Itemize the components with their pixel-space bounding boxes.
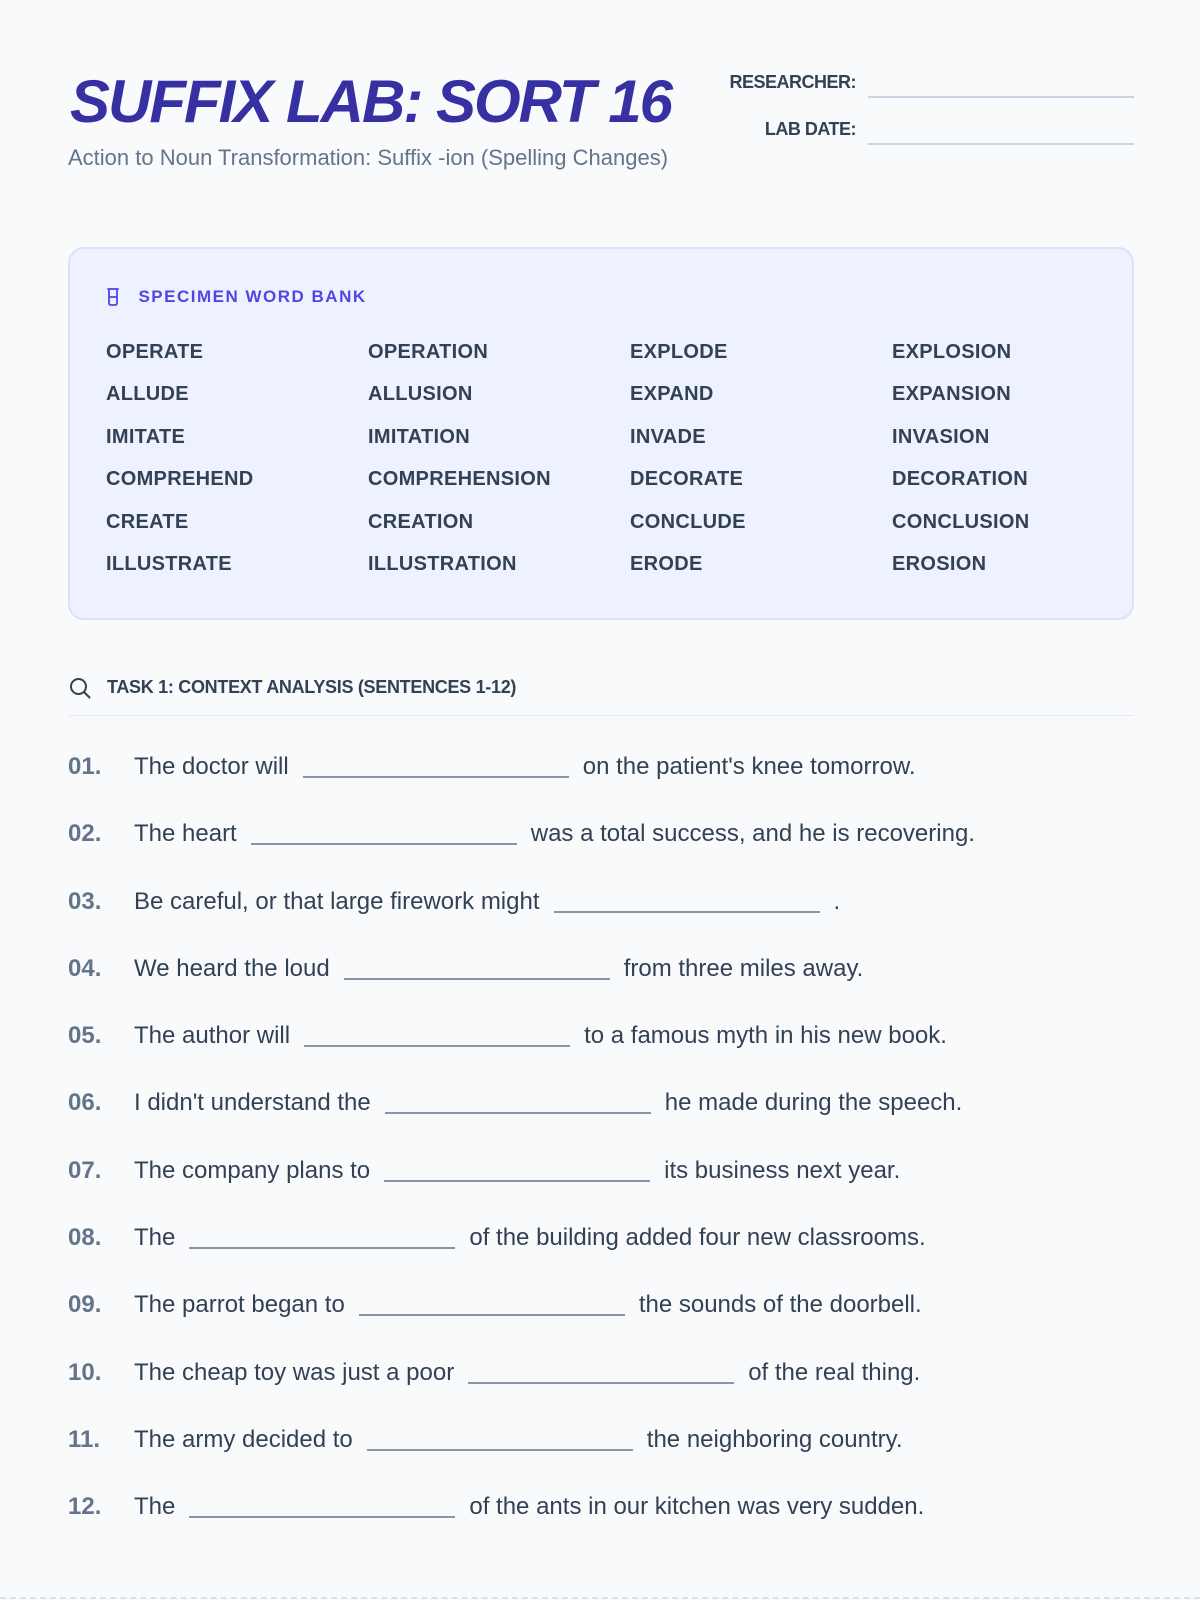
sentence-text-before: Be careful, or that large firework might: [134, 887, 540, 915]
word-bank-word: COMPREHENSION: [368, 468, 551, 491]
researcher-field[interactable]: [868, 96, 1134, 98]
sentence-text-after: to a famous myth in his new book.: [584, 1022, 947, 1050]
answer-blank[interactable]: [359, 1314, 625, 1316]
page-subtitle: Action to Noun Transformation: Suffix -ion (Spelling Changes): [68, 145, 669, 170]
word-bank-word: CONCLUDE: [630, 510, 746, 533]
sentence-text-after: .: [833, 887, 841, 915]
answer-blank[interactable]: [344, 978, 610, 980]
researcher-label: RESEARCHER:: [729, 72, 856, 92]
sentence-text-before: The: [134, 1493, 176, 1521]
answer-blank[interactable]: [384, 1180, 650, 1182]
sentence-item: [68, 812, 1134, 879]
page-title: SUFFIX LAB: SORT 16: [70, 68, 671, 135]
sentence-item: [68, 1418, 1134, 1485]
sentence-item: [68, 1283, 1134, 1350]
word-bank-word: CONCLUSION: [892, 510, 1030, 533]
word-bank-word: ILLUSTRATION: [368, 552, 517, 575]
sentence-item: [68, 1014, 1134, 1081]
word-bank-header: [106, 287, 367, 311]
word-bank-title: SPECIMEN WORD BANK: [138, 287, 367, 306]
answer-blank[interactable]: [189, 1516, 455, 1518]
word-bank-word: OPERATION: [368, 341, 489, 363]
word-bank-word: INVADE: [630, 425, 706, 448]
word-bank-word: EXPAND: [630, 383, 714, 406]
researcher-row: [694, 66, 1134, 106]
sentence-text-before: The doctor will: [134, 753, 289, 780]
answer-blank[interactable]: [304, 1045, 570, 1047]
answer-blank[interactable]: [385, 1112, 651, 1114]
sentence-text-after: on the patient's knee tomorrow.: [582, 753, 916, 780]
sentence-text-after: of the building added four new classrooms.: [469, 1224, 926, 1252]
sentence-text-before: The cheap toy was just a poor: [134, 1358, 455, 1386]
sentence-item: [68, 1081, 1134, 1148]
page-bottom-border: [0, 1597, 1200, 1599]
sentence-text-before: The parrot began to: [134, 1291, 345, 1319]
sentence-item: [68, 1149, 1134, 1216]
task-header: [68, 674, 1134, 716]
word-bank-word: CREATION: [368, 510, 474, 533]
sentence-item: [68, 745, 1134, 812]
word-bank-word: ILLUSTRATE: [106, 552, 232, 575]
sentence-number: 09.: [68, 1291, 102, 1319]
sentence-list: [68, 745, 1134, 1553]
sentence-number: 02.: [68, 820, 102, 848]
sentence-number: 05.: [68, 1022, 102, 1050]
word-bank: [68, 247, 1134, 620]
lab-date-row: [694, 113, 1134, 153]
word-bank-word: EXPANSION: [892, 383, 1012, 406]
sentence-number: 04.: [68, 954, 102, 982]
sentence-item: [68, 1351, 1134, 1418]
sentence-text-before: The heart: [134, 820, 237, 848]
word-bank-word: EXPLODE: [630, 341, 728, 363]
sentence-text-before: We heard the loud: [134, 954, 330, 982]
answer-blank[interactable]: [251, 843, 517, 845]
word-bank-word: IMITATION: [368, 425, 470, 448]
word-bank-grid: [106, 331, 1106, 585]
word-bank-word: ERODE: [630, 552, 703, 575]
answer-blank[interactable]: [189, 1247, 455, 1249]
search-icon: [68, 676, 92, 700]
sentence-number: 06.: [68, 1089, 102, 1117]
sentence-text-after: from three miles away.: [623, 954, 864, 982]
sentence-text-after: the sounds of the doorbell.: [638, 1291, 922, 1319]
word-bank-word: INVASION: [892, 425, 990, 448]
worksheet-header: [68, 66, 1134, 216]
sentence-text-before: The author will: [134, 1022, 291, 1050]
sentence-item: [68, 947, 1134, 1014]
sentence-text-after: the neighboring country.: [646, 1425, 903, 1453]
answer-blank[interactable]: [303, 776, 569, 778]
sentence-item: [68, 1216, 1134, 1283]
answer-blank[interactable]: [554, 911, 820, 913]
sentence-number: 01.: [68, 753, 102, 780]
sentence-text-after: of the ants in our kitchen was very sudden.: [469, 1493, 925, 1521]
sentence-number: 07.: [68, 1156, 102, 1184]
sentence-text-before: The: [134, 1224, 176, 1252]
sentence-text-after: he made during the speech.: [664, 1089, 963, 1117]
word-bank-word: OPERATE: [106, 341, 204, 363]
lab-date-label: LAB DATE:: [764, 119, 856, 139]
word-bank-word: ALLUSION: [368, 383, 473, 406]
word-bank-word: CREATE: [106, 510, 189, 533]
answer-blank[interactable]: [367, 1449, 633, 1451]
word-bank-word: EXPLOSION: [892, 341, 1012, 363]
sentence-number: 08.: [68, 1224, 102, 1252]
word-bank-word: DECORATION: [892, 468, 1028, 491]
sentence-number: 12.: [68, 1493, 102, 1521]
word-bank-word: IMITATE: [106, 425, 186, 448]
sentence-number: 03.: [68, 887, 102, 915]
word-bank-word: DECORATE: [630, 468, 744, 491]
word-bank-word: COMPREHEND: [106, 468, 254, 491]
sentence-item: [68, 880, 1134, 947]
beaker-icon: [106, 288, 120, 306]
sentence-text-before: I didn't understand the: [134, 1089, 371, 1117]
sentence-text-before: The company plans to: [134, 1156, 371, 1184]
word-bank-word: ALLUDE: [106, 383, 189, 406]
answer-blank[interactable]: [468, 1382, 734, 1384]
task-title: TASK 1: CONTEXT ANALYSIS (SENTENCES 1-12): [107, 677, 517, 697]
sentence-item: [68, 1485, 1134, 1552]
sentence-text-after: was a total success, and he is recovering.: [530, 820, 975, 848]
sentence-text-before: The army decided to: [134, 1425, 353, 1453]
sentence-number: 11.: [68, 1425, 101, 1453]
worksheet-page: [68, 0, 1134, 1600]
sentence-text-after: of the real thing.: [748, 1358, 921, 1386]
word-bank-word: EROSION: [892, 552, 987, 575]
sentence-number: 10.: [68, 1358, 102, 1386]
sentence-text-after: its business next year.: [664, 1156, 901, 1184]
lab-date-field[interactable]: [868, 143, 1134, 145]
